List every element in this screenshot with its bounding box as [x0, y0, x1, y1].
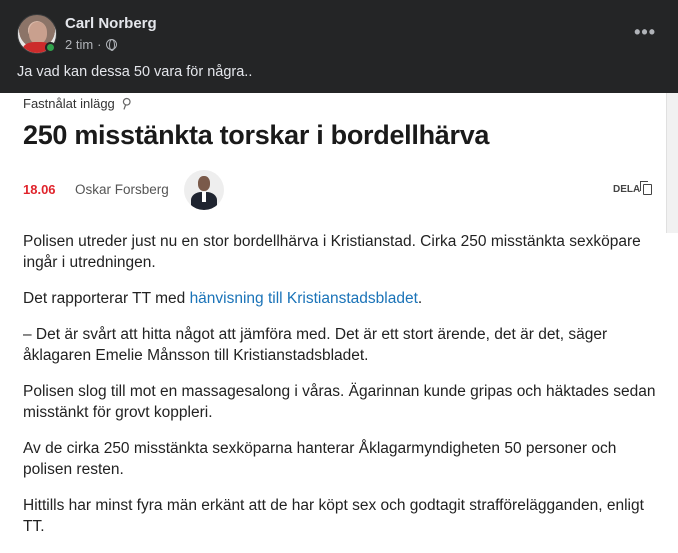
avatar-face: [29, 22, 47, 44]
post-header: [0, 0, 678, 93]
share-button[interactable]: [613, 184, 652, 195]
article-paragraph: Av de cirka 250 misstänkta sexköparna hanterar Åklagarmyndigheten 50 personer och polisen resten.: [23, 440, 617, 478]
scrollbar-edge: [666, 93, 678, 233]
globe-icon[interactable]: [106, 39, 117, 50]
photo-collar: [202, 192, 206, 202]
post-time[interactable]: 2 tim: [65, 37, 94, 52]
more-icon[interactable]: •••: [634, 22, 656, 42]
article-paragraph: [23, 288, 663, 309]
article-time: 18.06: [23, 182, 56, 197]
article-headline: 250 misstänkta torskar i bordellhärva: [23, 120, 490, 150]
pinned-text: Fastnålat inlägg: [23, 96, 115, 111]
photo-head: [198, 176, 210, 191]
kristianstadsbladet-link[interactable]: hänvisning till Kristianstadsbladet: [189, 290, 418, 307]
article-paragraph: Hittills har minst fyra män erkänt att de har köpt sex och godtagit strafförelägganden, enligt TT.: [23, 497, 644, 535]
paragraph-text: .: [417, 290, 423, 307]
paragraph-text: Det rapporterar TT med: [23, 290, 190, 307]
article-paragraph: Polisen slog till mot en massagesalong i våras. Ägarinnan kunde gripas och häktades sedan misstänkt för grovt koppleri.: [23, 383, 656, 421]
online-status-dot: [45, 42, 56, 53]
article-author: Oskar Forsberg: [75, 182, 169, 197]
copy-icon: [643, 184, 652, 195]
pin-icon: ⚲: [118, 93, 134, 113]
pinned-label: [23, 93, 134, 113]
post-text: Ja vad kan dessa 50 vara för några..: [17, 64, 253, 80]
article-paragraph: Polisen utreder just nu en stor bordellhärva i Kristianstad. Cirka 250 misstänkta sexköpare ingår i utredningen.: [23, 233, 641, 271]
shared-article-image[interactable]: [0, 93, 678, 553]
share-label: DELA: [613, 184, 641, 195]
article-author-photo: [184, 170, 224, 210]
post-meta: 2 tim ·: [65, 37, 117, 52]
article-paragraph: – Det är svårt att hitta något att jämföra med. Det är ett stort ärende, det är det, säger åklagaren Emelie Månsson till Kristianstadsbladet.: [23, 326, 608, 364]
post-author-name[interactable]: Carl Norberg: [65, 15, 157, 32]
